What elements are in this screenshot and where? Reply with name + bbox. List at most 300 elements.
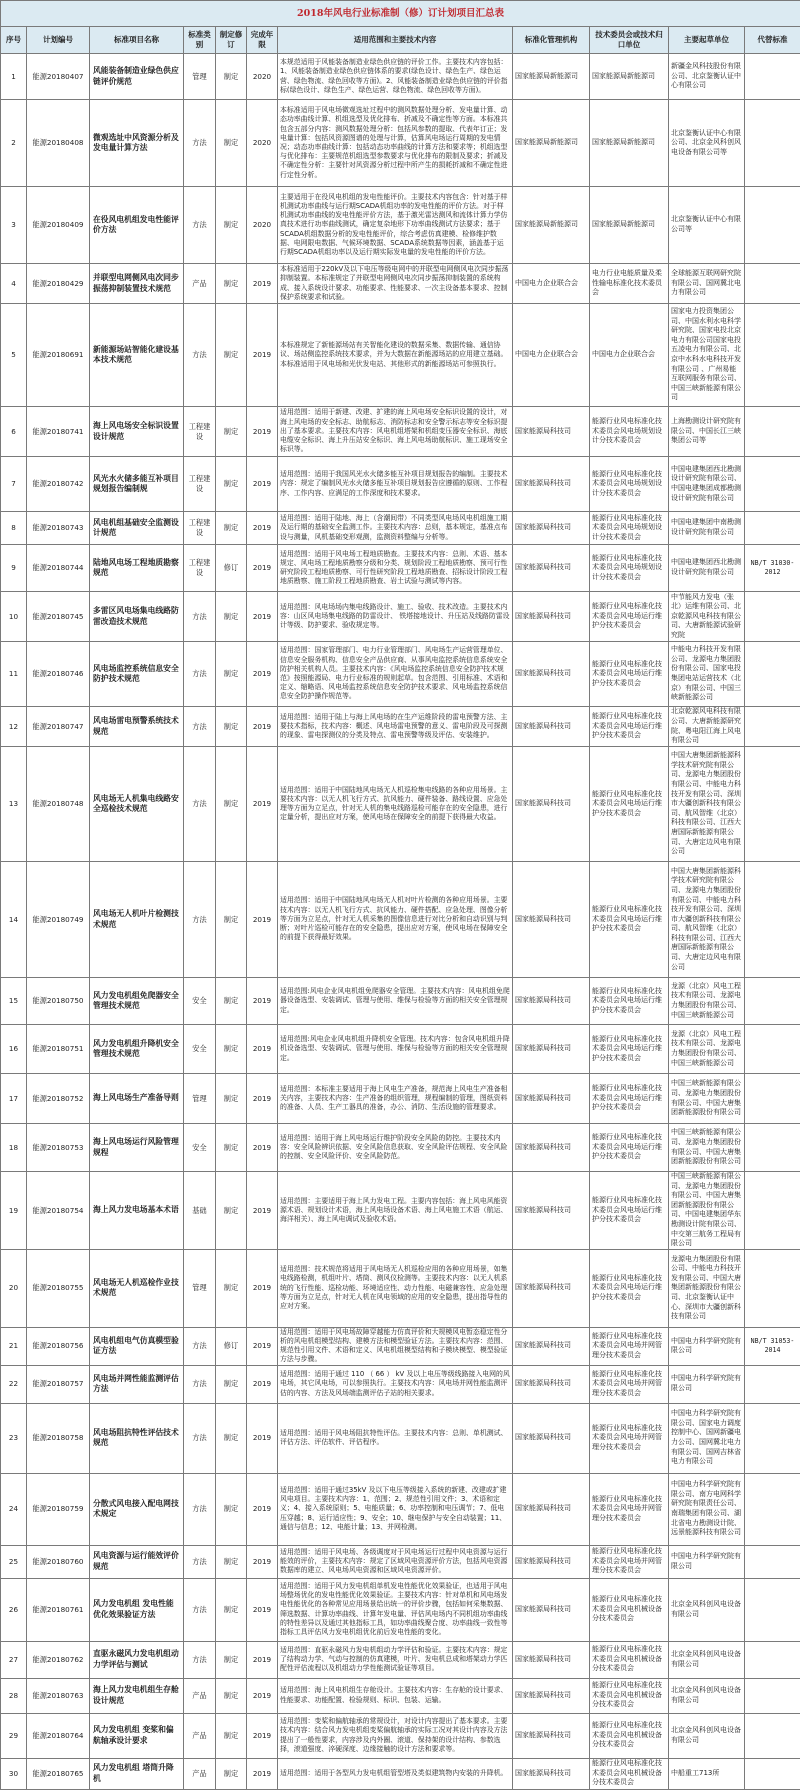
type-cell: 方法 xyxy=(184,1473,216,1545)
mgmt-cell: 国家能源局科技司 xyxy=(513,1025,590,1074)
table-row xyxy=(1,1578,800,1641)
table-row xyxy=(1,1678,800,1713)
type-cell: 管理 xyxy=(184,54,216,100)
name-cell: 风电场并网性能监测评估方法 xyxy=(90,1365,184,1403)
type-cell: 方法 xyxy=(184,747,216,862)
committee-cell: 能源行业风电标准化技术委员会风电场运行维护分技术委员会 xyxy=(590,1172,669,1250)
committee-cell: 能源行业风电标准化技术委员会风电场规划设计分技术委员会 xyxy=(590,457,669,512)
mode-cell: 制定 xyxy=(216,862,247,978)
committee-cell: 能源行业风电标准化技术委员会风电场规划设计分技术委员会 xyxy=(590,512,669,545)
name-cell: 分散式风电接入配电网技术规定 xyxy=(90,1473,184,1545)
table-row xyxy=(1,512,800,545)
drafter-cell: 中船重工713所 xyxy=(669,1758,745,1789)
mgmt-cell: 中国电力企业联合会 xyxy=(513,264,590,304)
mode-cell: 制定 xyxy=(216,1758,247,1789)
name-cell: 风力发电机组 塔筒升降机 xyxy=(90,1758,184,1789)
replace-cell xyxy=(745,978,800,1025)
mode-cell: 制定 xyxy=(216,1365,247,1403)
committee-cell: 能源行业风电标准化技术委员会风电场运行维护分技术委员会 xyxy=(590,1124,669,1172)
year-cell: 2019 xyxy=(247,304,278,407)
scope-cell: 适用范围：适用于新建、改建、扩建的海上风电场安全标识设置的设计，对海上风电场的安全标志、助航标志、消防标志和安全警示标志等安全标识提出了基本要求。主要技术内容：风电机组塔架和机组变压器安全标识、海底电缆安全标识、海上升压站安全标识、海上风电场助航标识、施工现场安全标识等。 xyxy=(278,407,513,457)
mgmt-cell: 国家能源局科技司 xyxy=(513,1578,590,1641)
committee-cell: 国家能源局新能源司 xyxy=(590,100,669,187)
drafter-cell: 中国三峡新能源有限公司、龙源电力集团股份有限公司、中国大唐集团新能源股份有限公司 xyxy=(669,1124,745,1172)
committee-cell: 能源行业风电标准化技术委员会风电机械设备分技术委员会 xyxy=(590,1758,669,1789)
plan-no-cell: 能源20180760 xyxy=(27,1545,90,1578)
plan-no-cell: 能源20180758 xyxy=(27,1403,90,1473)
mode-cell: 制定 xyxy=(216,1074,247,1124)
seq-cell: 17 xyxy=(1,1074,27,1124)
name-cell: 多雷区风电场集电线路防雷改造技术规范 xyxy=(90,592,184,642)
replace-cell xyxy=(745,304,800,407)
name-cell: 风电机组基础安全监测设计规范 xyxy=(90,512,184,545)
seq-cell: 7 xyxy=(1,457,27,512)
year-cell: 2019 xyxy=(247,978,278,1025)
seq-cell: 1 xyxy=(1,54,27,100)
plan-no-cell: 能源20180741 xyxy=(27,407,90,457)
name-cell: 直驱永磁风力发电机组动力学评估与测试 xyxy=(90,1641,184,1678)
year-cell: 2019 xyxy=(247,1403,278,1473)
scope-cell: 适用范围：适用于通过 110 （ 66 ） kV 及以上电压等级线路接入电网的风电场，其它风电场，可以参照执行。主要技术内容：风电场并网性能监测评估的内容、方法及风场端监测评估子站的相关要求。 xyxy=(278,1365,513,1403)
seq-cell: 16 xyxy=(1,1025,27,1074)
scope-cell: 适用范围：适用于风电场工程地质勘查。主要技术内容：总则、术语、基本规定、风电场工程地质勘察分级和分类、规划阶段工程地质勘察、预可行性研究阶段工程地质勘察、可行性研究阶段工程地质勘查、招标设计阶段工程地质勘察、施工阶段工程地质勘查、岩土试验与测试等内容。 xyxy=(278,545,513,592)
year-cell: 2019 xyxy=(247,707,278,747)
mode-cell: 修订 xyxy=(216,1327,247,1365)
mode-cell: 制定 xyxy=(216,1249,247,1327)
year-cell: 2019 xyxy=(247,1365,278,1403)
committee-cell: 电力行业电能质量及柔性输电标准化技术委员会 xyxy=(590,264,669,304)
replace-cell: NB/T 31053-2014 xyxy=(745,1327,800,1365)
replace-cell xyxy=(745,1713,800,1758)
table-row xyxy=(1,407,800,457)
year-cell: 2019 xyxy=(247,1545,278,1578)
replace-cell xyxy=(745,1545,800,1578)
type-cell: 方法 xyxy=(184,1578,216,1641)
year-cell: 2019 xyxy=(247,1641,278,1678)
scope-cell: 适用范围：适用于风电场、各级调度对于风电场运行过程中风电资源与运行能效的评价，主要技术内容：规定了区域风电资源评价方法，包括风电资源数据库的建立、风电场风电资源和区域风电资源评价。 xyxy=(278,1545,513,1578)
type-cell: 方法 xyxy=(184,1327,216,1365)
name-cell: 风力发电机组升降机安全管理技术规范 xyxy=(90,1025,184,1074)
name-cell: 微观选址中风资源分析及发电量计算方法 xyxy=(90,100,184,187)
replace-cell xyxy=(745,1249,800,1327)
drafter-cell: 龙源电力集团股份有限公司、中能电力科技开发有限公司、中国大唐集团新能源股份有限公司、北京鉴衡认证中心、深圳市大疆创新科技有限公司 xyxy=(669,1249,745,1327)
mode-cell: 制定 xyxy=(216,54,247,100)
committee-cell: 能源行业风电标准化技术委员会风电场并网管理分技术委员会 xyxy=(590,1473,669,1545)
seq-cell: 10 xyxy=(1,592,27,642)
plan-no-cell: 能源20180756 xyxy=(27,1327,90,1365)
mode-cell: 制定 xyxy=(216,1713,247,1758)
mode-cell: 制定 xyxy=(216,1172,247,1250)
year-cell: 2019 xyxy=(247,592,278,642)
committee-cell: 能源行业风电标准化技术委员会风电场并网管理分技术委员会 xyxy=(590,1327,669,1365)
seq-cell: 27 xyxy=(1,1641,27,1678)
mgmt-cell: 国家能源局科技司 xyxy=(513,592,590,642)
year-cell: 2019 xyxy=(247,642,278,707)
scope-cell: 适用范围：适用于陆地、海上（含潮间带）不同类型风电场风电机组施工期及运行期的基础安全监测工作。主要技术内容：总则，基本规定，基准点布设与测量，风机基础变形观测，监测资料整编与分析等。 xyxy=(278,512,513,545)
mgmt-cell: 国家能源局科技司 xyxy=(513,1678,590,1713)
replace-cell: NB/T 31030-2012 xyxy=(745,545,800,592)
name-cell: 风电机组电气仿真模型验证方法 xyxy=(90,1327,184,1365)
scope-cell: 适用范围：适用于中国陆地风电场无人机对叶片检测的各种应用场景。主要技术内容：以无人机飞行方式、抗风能力、硬件搭配、应急处理、图像分析等方面为立足点，针对无人机采集的图像信息进行对比分析和自动识别与判断；对叶片巡检可能存在的安全隐患，提出应对方案，使风电场在保障安全的前提下获得最好效果。 xyxy=(278,862,513,978)
replace-cell xyxy=(745,592,800,642)
table-row xyxy=(1,592,800,642)
seq-cell: 12 xyxy=(1,707,27,747)
plan-no-cell: 能源20180755 xyxy=(27,1249,90,1327)
type-cell: 方法 xyxy=(184,642,216,707)
mgmt-cell: 国家能源局新能源司 xyxy=(513,54,590,100)
mgmt-cell: 国家能源局科技司 xyxy=(513,407,590,457)
name-cell: 在役风电机组发电性能评价方法 xyxy=(90,187,184,264)
header-scope: 适用范围和主要技术内容 xyxy=(278,27,513,54)
plan-no-cell: 能源20180763 xyxy=(27,1678,90,1713)
year-cell: 2019 xyxy=(247,545,278,592)
seq-cell: 28 xyxy=(1,1678,27,1713)
header-mode: 制定修订 xyxy=(216,27,247,54)
type-cell: 工程建设 xyxy=(184,512,216,545)
table-row xyxy=(1,264,800,304)
seq-cell: 18 xyxy=(1,1124,27,1172)
mgmt-cell: 国家能源局科技司 xyxy=(513,1473,590,1545)
committee-cell: 国家能源局新能源司 xyxy=(590,187,669,264)
table-row xyxy=(1,1327,800,1365)
replace-cell xyxy=(745,457,800,512)
year-cell: 2019 xyxy=(247,407,278,457)
replace-cell xyxy=(745,512,800,545)
committee-cell: 能源行业风电标准化技术委员会风电场运行维护分技术委员会 xyxy=(590,1249,669,1327)
replace-cell xyxy=(745,1124,800,1172)
type-cell: 产品 xyxy=(184,1758,216,1789)
mgmt-cell: 国家能源局科技司 xyxy=(513,545,590,592)
mgmt-cell: 国家能源局科技司 xyxy=(513,1249,590,1327)
mgmt-cell: 国家能源局科技司 xyxy=(513,707,590,747)
replace-cell xyxy=(745,707,800,747)
replace-cell xyxy=(745,862,800,978)
mgmt-cell: 国家能源局科技司 xyxy=(513,1327,590,1365)
table-row xyxy=(1,1758,800,1789)
committee-cell: 能源行业风电标准化技术委员会风电场运行维护分技术委员会 xyxy=(590,707,669,747)
plan-no-cell: 能源20180745 xyxy=(27,592,90,642)
plan-no-cell: 能源20180764 xyxy=(27,1713,90,1758)
replace-cell xyxy=(745,1074,800,1124)
seq-cell: 6 xyxy=(1,407,27,457)
drafter-cell: 中国三峡新能源有限公司、龙源电力集团股份有限公司、中国大唐集团新能源股份有限公司 xyxy=(669,1074,745,1124)
type-cell: 管理 xyxy=(184,1074,216,1124)
type-cell: 产品 xyxy=(184,1713,216,1758)
plan-no-cell: 能源20180409 xyxy=(27,187,90,264)
plan-no-cell: 能源20180747 xyxy=(27,707,90,747)
replace-cell xyxy=(745,187,800,264)
type-cell: 方法 xyxy=(184,1403,216,1473)
type-cell: 安全 xyxy=(184,978,216,1025)
name-cell: 风光水火储多能互补项目规划报告编制规 xyxy=(90,457,184,512)
scope-cell: 适用范围：国家管理部门、电力行业管理部门、风电场生产运营管理单位、信息安全服务机构、信息安全产品供应商、从事风电监控系统信息系统安全防护相关机构人员。主要技术内容：《风电场监控系统信息安全防护技术规范》按照能源局、电力行业标准的规则起草。包含范围、引用标准、术语和定义、缩略语、风电场监控系统信息安全防护技术要求、风电场监控系统信息安全防护操作规范等。 xyxy=(278,642,513,707)
scope-cell: 适用范围：风电场场内集电线路设计、施工、验收、技术改造。主要技术内容：山区风电场集电线路的防雷设计、 铁塔接地设计、升压站及线路防雷设计等级、防护要求、验收规定等。 xyxy=(278,592,513,642)
year-cell: 2019 xyxy=(247,1327,278,1365)
title-row xyxy=(1,1,800,27)
table-row xyxy=(1,187,800,264)
mode-cell: 制定 xyxy=(216,1025,247,1074)
year-cell: 2020 xyxy=(247,54,278,100)
name-cell: 海上风电场生产准备导则 xyxy=(90,1074,184,1124)
year-cell: 2019 xyxy=(247,862,278,978)
seq-cell: 15 xyxy=(1,978,27,1025)
plan-no-cell: 能源20180761 xyxy=(27,1578,90,1641)
mode-cell: 制定 xyxy=(216,304,247,407)
year-cell: 2019 xyxy=(247,1678,278,1713)
type-cell: 安全 xyxy=(184,1025,216,1074)
year-cell: 2019 xyxy=(247,1074,278,1124)
mgmt-cell: 国家能源局科技司 xyxy=(513,642,590,707)
mode-cell: 制定 xyxy=(216,707,247,747)
plan-no-cell: 能源20180743 xyxy=(27,512,90,545)
mode-cell: 制定 xyxy=(216,1473,247,1545)
year-cell: 2019 xyxy=(247,264,278,304)
scope-cell: 适用范围：适用于风电场阻抗特性评估。主要技术内容：总则、单机测试、评估方法、评估软件、评估程序。 xyxy=(278,1403,513,1473)
committee-cell: 国家能源局新能源司 xyxy=(590,54,669,100)
replace-cell xyxy=(745,1578,800,1641)
year-cell: 2019 xyxy=(247,747,278,862)
committee-cell: 能源行业风电标准化技术委员会风电场并网管理分技术委员会 xyxy=(590,1365,669,1403)
scope-cell: 适用范围：主要适用于海上风力发电工程。主要内容包括：海上风电风能资源术语、规划设计术语，海上风电场设备术语、海上风电施工术语（航运、海洋相关）、海上风电调试及验收术语。 xyxy=(278,1172,513,1250)
name-cell: 风力发电机组免爬器安全管理技术规范 xyxy=(90,978,184,1025)
committee-cell: 能源行业风电标准化技术委员会风电场并网管理分技术委员会 xyxy=(590,1403,669,1473)
plan-no-cell: 能源20180752 xyxy=(27,1074,90,1124)
table-row xyxy=(1,642,800,707)
name-cell: 风电场阻抗特性评估技术规范 xyxy=(90,1403,184,1473)
drafter-cell: 北京金风科创风电设备有限公司 xyxy=(669,1678,745,1713)
mgmt-cell: 国家能源局科技司 xyxy=(513,978,590,1025)
table-row xyxy=(1,54,800,100)
table-row xyxy=(1,1713,800,1758)
header-plan-no: 计划编号 xyxy=(27,27,90,54)
scope-cell: 适用范围：海上风电机组生存舱设计。主要技术内容：生存舱的设计要求、性能要求、功能配置、检验规则、标识、包装、运输。 xyxy=(278,1678,513,1713)
scope-cell: 适用范围：适用于各型风力发电机组管型塔及类似建筑物内安装的升降机。 xyxy=(278,1758,513,1789)
table-row xyxy=(1,1025,800,1074)
name-cell: 风电资源与运行能效评价规范 xyxy=(90,1545,184,1578)
drafter-cell: 全球能源互联网研究院有限公司、国网冀北电力有限公司 xyxy=(669,264,745,304)
plan-no-cell: 能源20180742 xyxy=(27,457,90,512)
mgmt-cell: 国家能源局科技司 xyxy=(513,1074,590,1124)
drafter-cell: 中国大唐集团新能源科学技术研究院有限公司、龙源电力集团股份有限公司、中能电力科技开发有限公司、深圳市大疆创新科技有限公司、航风智维（北京）科技有限公司、江西大唐国际新能源有限公司、大唐定边风电有限公司 xyxy=(669,862,745,978)
name-cell: 风电场无人机集电线路安全巡检技术规范 xyxy=(90,747,184,862)
drafter-cell: 中国电力科学研究院有限公司 xyxy=(669,1365,745,1403)
drafter-cell: 中能电力科技开发有限公司、龙源电力集团股份有限公司、国家电投集团电站运营技术（北京）有限公司、中国三峡新能源公司 xyxy=(669,642,745,707)
committee-cell: 能源行业风电标准化技术委员会风电机械设备分技术委员会 xyxy=(590,1578,669,1641)
mode-cell: 制定 xyxy=(216,1578,247,1641)
table-row xyxy=(1,1124,800,1172)
mode-cell: 制定 xyxy=(216,187,247,264)
scope-cell: 适用范围：技术规范将适用于风电场无人机巡检应用的各种应用场景，如集电线路检测，机组叶片、塔筒、测风仪检测等。主要技术内容：以无人机系统的飞行性能、巡检功能、环境适应性、动力性能、电磁兼容性、应急处理等方面为立足点，针对无人机在风电领域的应用的安全隐患，提出指导性的应对方案。 xyxy=(278,1249,513,1327)
name-cell: 新能源场站智能化建设基本技术规范 xyxy=(90,304,184,407)
name-cell: 海上风力发电场基本术语 xyxy=(90,1172,184,1250)
table-row xyxy=(1,545,800,592)
name-cell: 风电场无人机叶片检测技术规范 xyxy=(90,862,184,978)
mode-cell: 制定 xyxy=(216,457,247,512)
replace-cell xyxy=(745,1403,800,1473)
scope-cell: 适用范围：变桨和偏航轴承的常规设计，对设计内容提出了基本要求。主要技术内容：结合风力发电机组变桨偏航轴承的实际工况对其设计内容及方法提出了一般性要求，内容涉及内外圈、滚道、保持架的设计结构、参数选择，滚道强度、淬硬深度、边缘接触的设计方法和要求等。 xyxy=(278,1713,513,1758)
seq-cell: 14 xyxy=(1,862,27,978)
type-cell: 工程建设 xyxy=(184,407,216,457)
replace-cell xyxy=(745,1172,800,1250)
replace-cell xyxy=(745,642,800,707)
seq-cell: 9 xyxy=(1,545,27,592)
scope-cell: 本标准适用于220kV及以下电压等级电网中的并联型电网侧风电次同步振荡抑制装置。本标准规定了并联型电网侧风电次同步振荡抑制装置的系统构成、接入系统设计要求、功能要求、性能要求、一次主设备基本要求、控制保护系统要求和试验。 xyxy=(278,264,513,304)
plan-no-cell: 能源20180691 xyxy=(27,304,90,407)
mgmt-cell: 国家能源局科技司 xyxy=(513,1124,590,1172)
seq-cell: 21 xyxy=(1,1327,27,1365)
seq-cell: 29 xyxy=(1,1713,27,1758)
replace-cell xyxy=(745,1758,800,1789)
mode-cell: 制定 xyxy=(216,1403,247,1473)
scope-cell: 本标准适用于风电场微观选址过程中的测风数据处理分析、发电量计算、动态功率曲线计算、机组选型及优化排布、折减及不确定性等方面。本标准共包含五部分内容：测风数据处理分析：包括风参数的提取、代表年订正；发电量计算：包括风资源图谱的处理与计算，估算风电场运行周期的发电情况；动态功率曲线计算：包括动态功率曲线的计算方法和要求等；机组选型与优化排布：主要规范机组选型参数要求与优化排布的限制及要求；折减及不确定性分析：主要针对风资源分析过程中所产生的损耗折减和不确定性进行定性分析。 xyxy=(278,100,513,187)
committee-cell: 能源行业风电标准化技术委员会风电机械设备分技术委员会 xyxy=(590,1678,669,1713)
replace-cell xyxy=(745,407,800,457)
plan-no-cell: 能源20180408 xyxy=(27,100,90,187)
mgmt-cell: 国家能源局科技司 xyxy=(513,1713,590,1758)
replace-cell xyxy=(745,1641,800,1678)
drafter-cell: 新疆金风科技股份有限公司、北京鉴衡认证中心有限公司 xyxy=(669,54,745,100)
year-cell: 2019 xyxy=(247,1124,278,1172)
year-cell: 2020 xyxy=(247,100,278,187)
header-year: 完成年限 xyxy=(247,27,278,54)
plan-no-cell: 能源20180744 xyxy=(27,545,90,592)
plan-no-cell: 能源20180753 xyxy=(27,1124,90,1172)
drafter-cell: 上海勘测设计研究院有限公司、中国长江三峡集团公司等 xyxy=(669,407,745,457)
seq-cell: 20 xyxy=(1,1249,27,1327)
table-row xyxy=(1,457,800,512)
table-row xyxy=(1,1172,800,1250)
mgmt-cell: 国家能源局科技司 xyxy=(513,1641,590,1678)
committee-cell: 能源行业风电标准化技术委员会风电场规划设计分技术委员会 xyxy=(590,407,669,457)
name-cell: 海上风电场运行风险管理规程 xyxy=(90,1124,184,1172)
drafter-cell: 北京金风科创风电设备有限公司 xyxy=(669,1641,745,1678)
type-cell: 方法 xyxy=(184,187,216,264)
table-row xyxy=(1,100,800,187)
seq-cell: 5 xyxy=(1,304,27,407)
year-cell: 2019 xyxy=(247,1713,278,1758)
drafter-cell: 北京金风科创风电设备有限公司 xyxy=(669,1713,745,1758)
plan-no-cell: 能源20180751 xyxy=(27,1025,90,1074)
plan-no-cell: 能源20180750 xyxy=(27,978,90,1025)
mgmt-cell: 国家能源局科技司 xyxy=(513,747,590,862)
mode-cell: 制定 xyxy=(216,592,247,642)
drafter-cell: 中国电力科学研究院有限公司、南方电网科学研究院有限责任公司、南瑞集团有限公司、湖北省电力勘测设计院、远景能源科技有限公司 xyxy=(669,1473,745,1545)
mgmt-cell: 国家能源局科技司 xyxy=(513,1365,590,1403)
mgmt-cell: 国家能源局科技司 xyxy=(513,862,590,978)
committee-cell: 能源行业风电标准化技术委员会风电场规划设计分技术委员会 xyxy=(590,545,669,592)
committee-cell: 能源行业风电标准化技术委员会风电场运行维护分技术委员会 xyxy=(590,862,669,978)
name-cell: 陆地风电场工程地质勘察规范 xyxy=(90,545,184,592)
table-row xyxy=(1,1473,800,1545)
type-cell: 工程建设 xyxy=(184,545,216,592)
drafter-cell: 中国电建集团西北勘测设计研究院有限公司、中国电建集团成都勘测设计研究院有限公司 xyxy=(669,457,745,512)
type-cell: 产品 xyxy=(184,1678,216,1713)
plan-no-cell: 能源20180429 xyxy=(27,264,90,304)
mode-cell: 制定 xyxy=(216,1641,247,1678)
header-replace: 代替标准 xyxy=(745,27,800,54)
name-cell: 海上风力发电机组生存舱设计规范 xyxy=(90,1678,184,1713)
table-row xyxy=(1,747,800,862)
year-cell: 2019 xyxy=(247,1172,278,1250)
drafter-cell: 北京鉴衡认证中心有限公司、北京金风科创风电设备有限公司等 xyxy=(669,100,745,187)
year-cell: 2019 xyxy=(247,512,278,545)
seq-cell: 22 xyxy=(1,1365,27,1403)
type-cell: 工程建设 xyxy=(184,457,216,512)
scope-cell: 适用范围：适用于我国风光水火储多能互补项目规划报告的编制。主要技术内容：规定了编制风光水火储多能互补项目规划报告应遵循的原则、工作程序、工作内容、应满足的工作深度和技术要求。 xyxy=(278,457,513,512)
drafter-cell: 北京鉴衡认证中心有限公司等 xyxy=(669,187,745,264)
seq-cell: 26 xyxy=(1,1578,27,1641)
header-drafter: 主要起草单位 xyxy=(669,27,745,54)
table-title: 2018年风电行业标准制（修）订计划项目汇总表 xyxy=(1,1,800,27)
committee-cell: 能源行业风电标准化技术委员会风电场运行维护分技术委员会 xyxy=(590,978,669,1025)
table-row xyxy=(1,1403,800,1473)
mgmt-cell: 国家能源局科技司 xyxy=(513,1403,590,1473)
scope-cell: 适用范围：适用于中国陆地风电场无人机巡检集电线路的各种应用场景。主要技术内容：以无人机飞行方式、抗风能力、硬件装备、路线设置、应急处理等方面为立足点，针对无人机的集电线路巡检可能存在的安全隐患，进行定量分析，提出应对方案，使风电场在保障安全的前提下获得最大收益。 xyxy=(278,747,513,862)
scope-cell: 适用范围:风电企业风电机组升降机安全管理。技术内容：包含风电机组升降机设备选型、安装调试、管理与使用、维保与检验等方面的相关安全管理规定。 xyxy=(278,1025,513,1074)
mgmt-cell: 中国电力企业联合会 xyxy=(513,304,590,407)
name-cell: 风电场监控系统信息安全防护技术规范 xyxy=(90,642,184,707)
type-cell: 基础 xyxy=(184,1172,216,1250)
drafter-cell: 中国电力科学研究院有限公司、国家电力调度控制中心、国网新疆电力公司、国网冀北电力有限公司、国网吉林省电力有限公司 xyxy=(669,1403,745,1473)
seq-cell: 11 xyxy=(1,642,27,707)
scope-cell: 适用范围:风电企业风电机组免爬器安全管理。主要技术内容：风电机组免爬器设备选型、安装调试、管理与使用、维保与检验等方面的相关安全管理规定。 xyxy=(278,978,513,1025)
seq-cell: 13 xyxy=(1,747,27,862)
name-cell: 海上风电场安全标识设置设计规范 xyxy=(90,407,184,457)
replace-cell xyxy=(745,1365,800,1403)
replace-cell xyxy=(745,100,800,187)
scope-cell: 本标准规定了新能源场站有关智能化建设的数据采集、数据传输、通信协议、场站侧监控系统技术要求，并为大数据在新能源场站的应用建立基础。本标准适用于风电场和光伏发电站、其他形式的新能源场站可参照执行。 xyxy=(278,304,513,407)
replace-cell xyxy=(745,54,800,100)
mode-cell: 制定 xyxy=(216,978,247,1025)
plan-no-cell: 能源20180749 xyxy=(27,862,90,978)
type-cell: 产品 xyxy=(184,264,216,304)
year-cell: 2020 xyxy=(247,187,278,264)
seq-cell: 23 xyxy=(1,1403,27,1473)
mode-cell: 制定 xyxy=(216,100,247,187)
mode-cell: 制定 xyxy=(216,1678,247,1713)
name-cell: 并联型电网侧风电次同步振荡抑制装置技术规范 xyxy=(90,264,184,304)
committee-cell: 能源行业风电标准化技术委员会风电场运行维护分技术委员会 xyxy=(590,642,669,707)
table-row xyxy=(1,707,800,747)
mgmt-cell: 国家能源局新能源司 xyxy=(513,187,590,264)
mgmt-cell: 国家能源局科技司 xyxy=(513,1758,590,1789)
committee-cell: 能源行业风电标准化技术委员会风电场运行维护分技术委员会 xyxy=(590,592,669,642)
committee-cell: 能源行业风电标准化技术委员会风电场运行维护分技术委员会 xyxy=(590,747,669,862)
mode-cell: 制定 xyxy=(216,747,247,862)
plan-no-cell: 能源20180746 xyxy=(27,642,90,707)
type-cell: 方法 xyxy=(184,592,216,642)
drafter-cell: 中国电建集团中南勘测设计研究院有限公司 xyxy=(669,512,745,545)
mgmt-cell: 国家能源局新能源司 xyxy=(513,100,590,187)
header-seq: 序号 xyxy=(1,27,27,54)
drafter-cell: 中国电建集团西北勘测设计研究院有限公司 xyxy=(669,545,745,592)
year-cell: 2019 xyxy=(247,1758,278,1789)
plan-no-cell: 能源20180762 xyxy=(27,1641,90,1678)
scope-cell: 适用范围：适用于通过35kV 及以下电压等级接入系统的新建、改建或扩建风电项目。主要技术内容：1、范围；2、规范性引用文件；3、术语和定义；4、接入系统原则；5、电能质量；6、功率控制和电压调节；7、低电压穿越；8、运行适应性；9、安全；10、继电保护与安全自动装置；11、通信与信息；12、电能计量；13、并网检测。 xyxy=(278,1473,513,1545)
seq-cell: 2 xyxy=(1,100,27,187)
name-cell: 风电场无人机巡检作业技术规范 xyxy=(90,1249,184,1327)
year-cell: 2019 xyxy=(247,1249,278,1327)
header-name: 标准项目名称 xyxy=(90,27,184,54)
table-row xyxy=(1,1545,800,1578)
plan-no-cell: 能源20180759 xyxy=(27,1473,90,1545)
plan-no-cell: 能源20180765 xyxy=(27,1758,90,1789)
mode-cell: 制定 xyxy=(216,407,247,457)
type-cell: 方法 xyxy=(184,862,216,978)
year-cell: 2019 xyxy=(247,1473,278,1545)
mode-cell: 制定 xyxy=(216,1545,247,1578)
scope-cell: 适用范围：本标准主要适用于海上风电生产准备，规范海上风电生产准备相关内容，主要技术内容：生产准备的组织管理，规程编制的管理，图纸资料的准备、人员、生产工器具的准备，办公、消防、生活设施的管理要求。 xyxy=(278,1074,513,1124)
